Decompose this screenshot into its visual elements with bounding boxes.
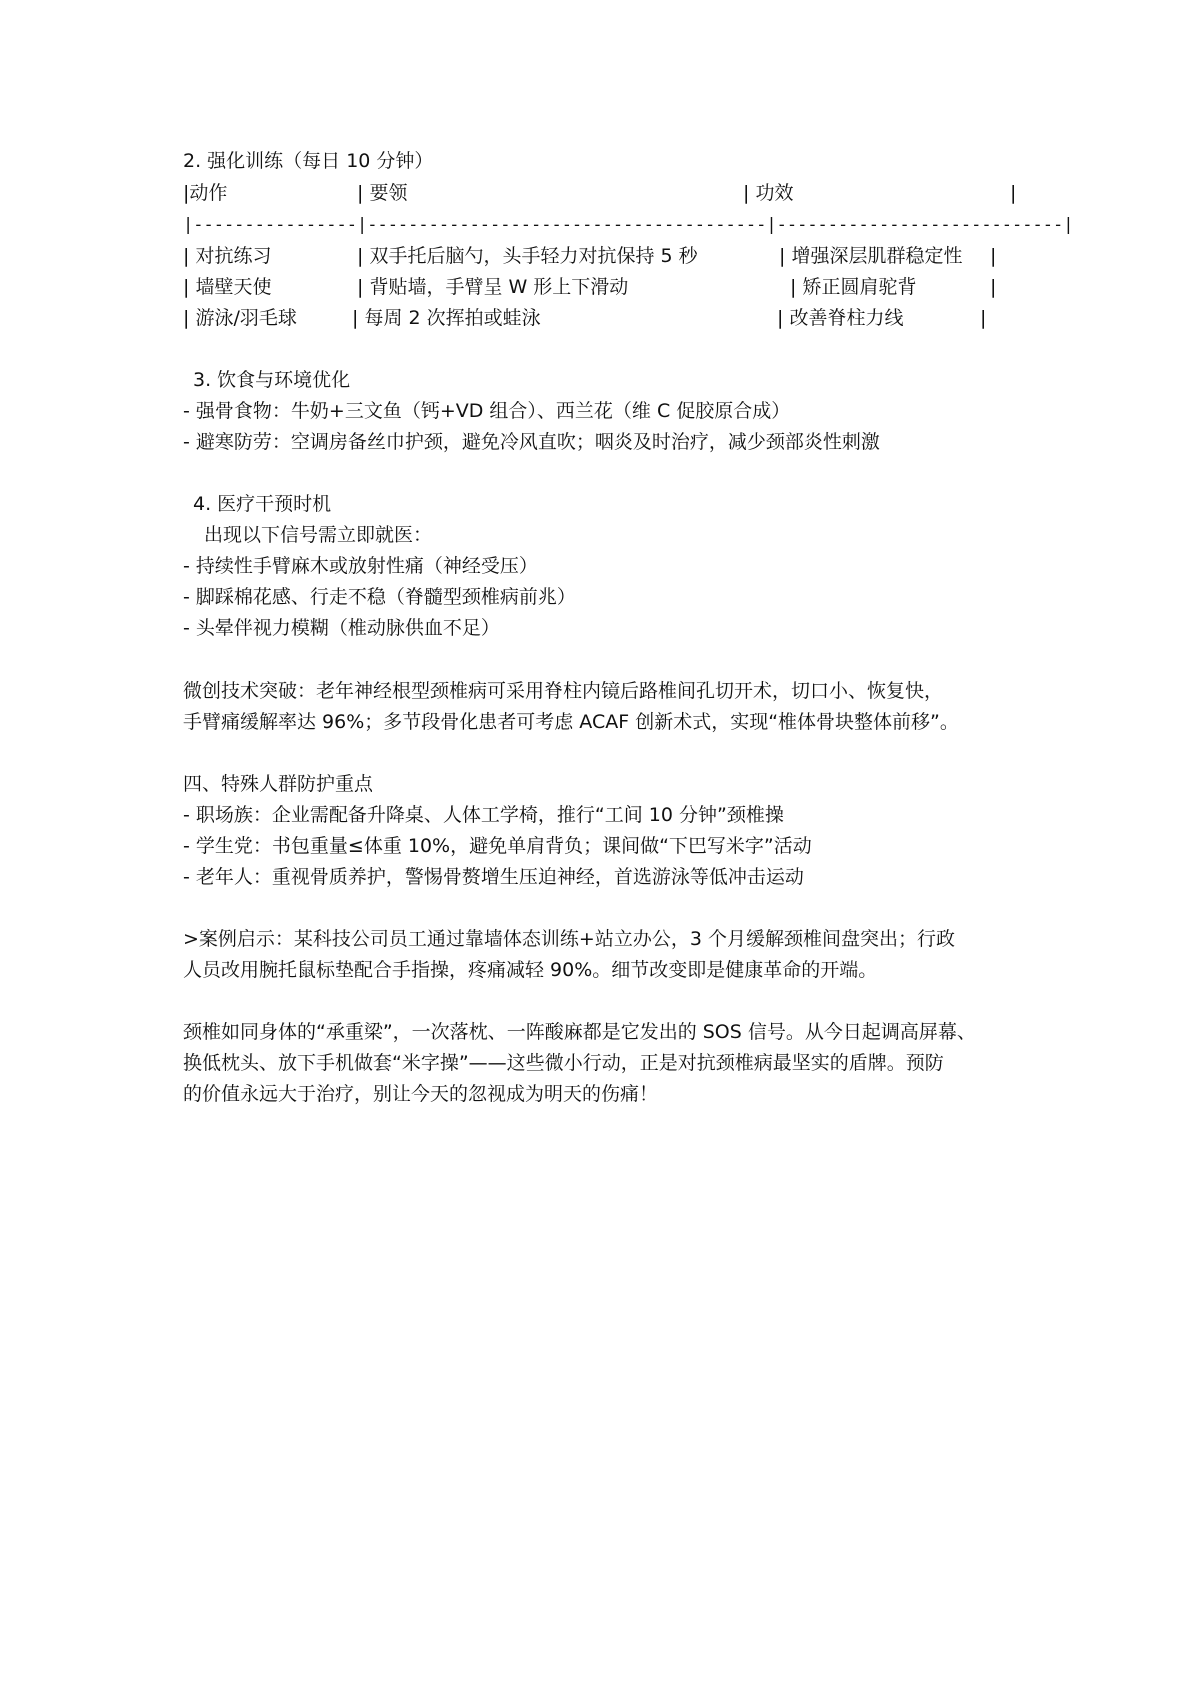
special-item-2: - 学生党：书包重量≤体重 10%，避免单肩背负；课间做“下巴写米字”活动 [183, 835, 812, 857]
table-row-3-action: | 游泳/羽毛球 [183, 307, 297, 329]
conclusion-line-2: 换低枕头、放下手机做套“米字操”——这些微小行动，正是对抗颈椎病最坚实的盾牌。预防 [183, 1052, 944, 1074]
table-row-3-end: | [980, 307, 987, 329]
table-row-1-effect: | 增强深层肌群稳定性 [779, 245, 963, 267]
medical-item-1: - 持续性手臂麻木或放射性痛（神经受压） [183, 555, 538, 577]
table-row-1-action: | 对抗练习 [183, 245, 272, 267]
table-row-2-action: | 墙壁天使 [183, 276, 272, 298]
case-line-2: 人员改用腕托鼠标垫配合手指操，疼痛减轻 90%。细节改变即是健康革命的开端。 [183, 959, 878, 981]
table-row-2-end: | [990, 276, 997, 298]
table-separator: |----------------|---------------------------------------|----------------------------| [183, 215, 1074, 235]
table-row-2-effect: | 矫正圆肩驼背 [790, 276, 917, 298]
special-heading: 四、特殊人群防护重点 [183, 773, 374, 795]
table-row-3-essentials: | 每周 2 次挥拍或蛙泳 [352, 307, 541, 329]
table-row-1-end: | [990, 245, 997, 267]
conclusion-line-1: 颈椎如同身体的“承重梁”，一次落枕、一阵酸麻都是它发出的 SOS 信号。从今日起调高屏幕、 [183, 1021, 976, 1043]
table-header-essentials: | 要领 [357, 182, 408, 204]
table-header-action: |动作 [183, 182, 228, 204]
minimally-invasive-line-2: 手臂痛缓解率达 96%；多节段骨化患者可考虑 ACAF 创新术式，实现“椎体骨块整体前移”。 [183, 711, 959, 733]
conclusion-line-3: 的价值永远大于治疗，别让今天的忽视成为明天的伤痛！ [183, 1083, 659, 1105]
training-heading: 2. 强化训练（每日 10 分钟） [183, 150, 434, 172]
table-row-2-essentials: | 背贴墙，手臂呈 W 形上下滑动 [357, 276, 629, 298]
case-line-1: >案例启示：某科技公司员工通过靠墙体态训练+站立办公，3 个月缓解颈椎间盘突出；行政 [183, 928, 955, 950]
special-item-3: - 老年人：重视骨质养护，警惕骨赘增生压迫神经，首选游泳等低冲击运动 [183, 866, 804, 888]
medical-intro: 出现以下信号需立即就医： [204, 524, 433, 546]
minimally-invasive-line-1: 微创技术突破：老年神经根型颈椎病可采用脊柱内镜后路椎间孔切开术，切口小、恢复快， [183, 680, 944, 702]
table-row-3-effect: | 改善脊柱力线 [777, 307, 904, 329]
table-header-effect: | 功效 [743, 182, 794, 204]
medical-heading: 4. 医疗干预时机 [193, 493, 332, 515]
table-header-end: | [1010, 182, 1017, 204]
special-item-1: - 职场族：企业需配备升降桌、人体工学椅，推行“工间 10 分钟”颈椎操 [183, 804, 784, 826]
medical-item-2: - 脚踩棉花感、行走不稳（脊髓型颈椎病前兆） [183, 586, 576, 608]
medical-item-3: - 头晕伴视力模糊（椎动脉供血不足） [183, 617, 500, 639]
table-row-1-essentials: | 双手托后脑勺，头手轻力对抗保持 5 秒 [357, 245, 698, 267]
diet-heading: 3. 饮食与环境优化 [193, 369, 351, 391]
diet-item-2: - 避寒防劳：空调房备丝巾护颈，避免冷风直吹；咽炎及时治疗，减少颈部炎性刺激 [183, 431, 880, 453]
diet-item-1: - 强骨食物：牛奶+三文鱼（钙+VD 组合）、西兰花（维 C 促胶原合成） [183, 400, 791, 422]
